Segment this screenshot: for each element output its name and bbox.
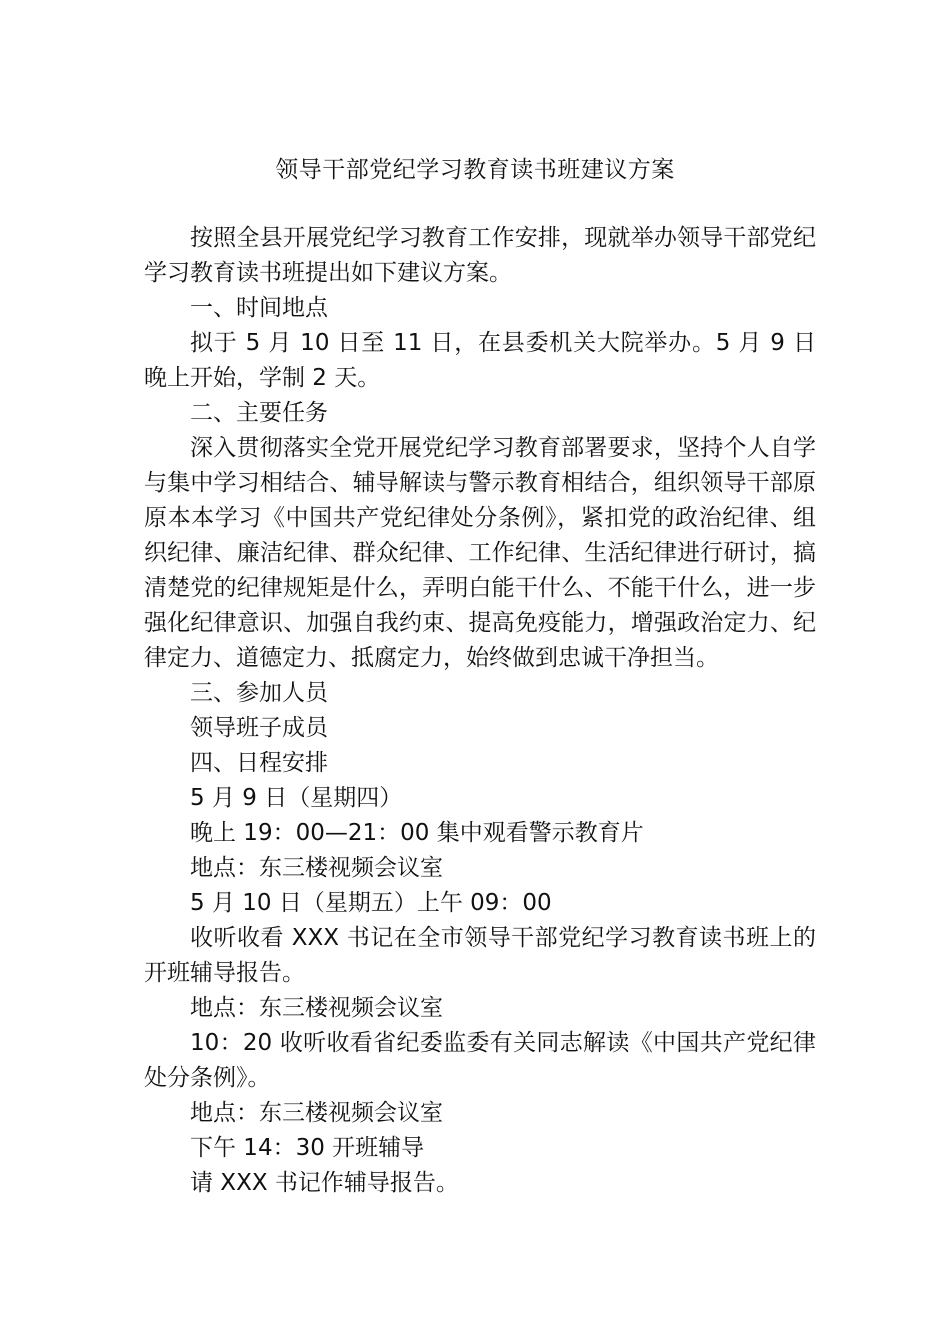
schedule-item-guidance-report: 请 XXX 书记作辅导报告。 [190,1170,459,1196]
document-title: 领导干部党纪学习教育读书班建议方案 [275,157,675,183]
paragraph-time-place: 拟于 5 月 10 日至 11 日，在县委机关大院举办。5 月 9 日晚上开始，学制 2 天。 [144,330,816,391]
schedule-date-may-9: 5 月 9 日（星期四） [190,785,403,811]
section-heading-schedule: 四、日程安排 [190,750,328,776]
schedule-item-interpretation: 10：20 收听收看省纪委监委有关同志解读《中国共产党纪律处分条例》。 [144,1030,816,1091]
schedule-item-evening: 晚上 19：00—21：00 集中观看警示教育片 [190,820,644,846]
section-heading-main-tasks: 二、主要任务 [190,400,328,426]
document-body [144,221,816,1201]
paragraph-participants: 领导班子成员 [190,715,328,741]
schedule-item-afternoon: 下午 14：30 开班辅导 [190,1135,425,1161]
schedule-date-may-10: 5 月 10 日（星期五）上午 09：00 [190,890,552,916]
schedule-item-opening-report: 收听收看 XXX 书记在全市领导干部党纪学习教育读书班上的开班辅导报告。 [144,925,816,986]
schedule-location: 地点：东三楼视频会议室 [190,1100,443,1126]
paragraph-intro: 按照全县开展党纪学习教育工作安排，现就举办领导干部党纪学习教育读书班提出如下建议方案。 [144,225,816,286]
schedule-location: 地点：东三楼视频会议室 [190,855,443,881]
schedule-location: 地点：东三楼视频会议室 [190,995,443,1021]
section-heading-time-place: 一、时间地点 [190,295,328,321]
paragraph-main-tasks: 深入贯彻落实全党开展党纪学习教育部署要求，坚持个人自学与集中学习相结合、辅导解读与警示教育相结合，组织领导干部原原本本学习《中国共产党纪律处分条例》，紧扣党的政治纪律、组织纪律、廉洁纪律、群众纪律、工作纪律、生活纪律进行研讨，搞清楚党的纪律规矩是什么，弄明白能干什么、不能干什么，进一步强化纪律意识、加强自我约束、提高免疫能力，增强政治定力、纪律定力、道德定力、抵腐定力，始终做到忠诚干净担当。 [144,435,816,671]
section-heading-participants: 三、参加人员 [190,680,328,706]
